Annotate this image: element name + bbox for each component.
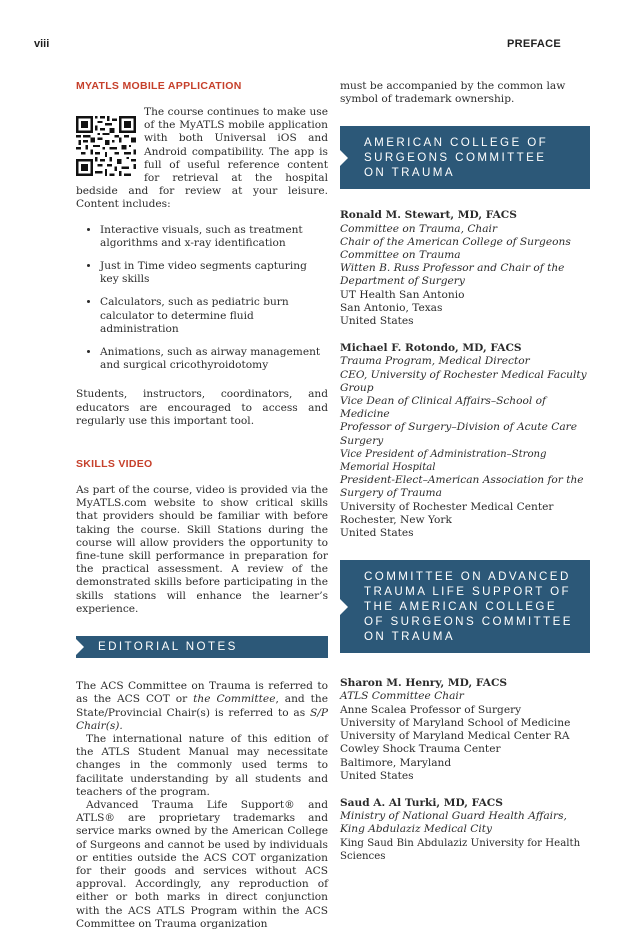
- editorial-para-2: The international nature of this edition of the ATLS Student Manual may necessitate changes in the commonly used terms to facilitate understanding by all students and teachers of the program.: [76, 732, 328, 798]
- skills-video-paragraph: As part of the course, video is provided via the MyATLS.com website to show critical skills that providers should be familiar with before taking the course. Skill Stations during the course will allow providers the opportunity to fine-tune skill performance in preparation for the practical assessment. A review of the demonstrated skills before participating in the skills stations will enhance the learner’s experience.: [76, 484, 328, 615]
- skills-video-title: SKILLS VIDEO: [76, 458, 153, 471]
- member-affiliation: University of Maryland Medical Center RA: [340, 730, 570, 743]
- member-stewart: [340, 209, 590, 328]
- member-name: Ronald M. Stewart, MD, FACS: [340, 209, 517, 222]
- feature-list: [76, 224, 328, 373]
- editorial-notes-heading: EDITORIAL NOTES: [98, 640, 238, 654]
- qr-code-icon[interactable]: [76, 116, 136, 176]
- member-affiliation: University of Rochester Medical Center: [340, 500, 554, 513]
- editorial-para-1: [76, 680, 328, 733]
- list-item: • Just in Time video segments capturing key skills: [100, 260, 328, 286]
- member-role: Vice President of Administration–Strong Memorial Hospital: [340, 448, 547, 474]
- editorial-term: S/P Chair(s).: [76, 706, 328, 732]
- editorial-notes-banner: [76, 636, 328, 658]
- banner-line: AMERICAN COLLEGE OF: [364, 136, 549, 150]
- list-item: • Calculators, such as pediatric burn calculator to determine fluid administration: [100, 296, 328, 336]
- member-role: CEO, University of Rochester Medical Faculty Group: [340, 368, 587, 394]
- editorial-text: , and the State/Provincial Chair(s) is referred to as: [76, 693, 328, 719]
- member-role: Ministry of National Guard Health Affairs, King Abdulaziz Medical City: [340, 810, 567, 836]
- right-column: [340, 80, 590, 863]
- banner-line: ON TRAUMA: [364, 630, 455, 644]
- member-role: Witten B. Russ Professor and Chair of the Department of Surgery: [340, 262, 565, 288]
- member-role: Trauma Program, Medical Director: [340, 355, 530, 368]
- left-column: [76, 80, 328, 931]
- member-rotondo: [340, 342, 590, 540]
- banner-arrow-icon: [340, 599, 348, 615]
- member-affiliation: Cowley Shock Trauma Center: [340, 743, 501, 756]
- member-name: Michael F. Rotondo, MD, FACS: [340, 342, 522, 355]
- member-affiliation: United States: [340, 769, 414, 782]
- banner-line: TRAUMA LIFE SUPPORT OF: [364, 585, 571, 599]
- member-affiliation: Baltimore, Maryland: [340, 756, 452, 769]
- member-affiliation: Rochester, New York: [340, 513, 452, 526]
- member-role: Committee on Trauma, Chair: [340, 222, 498, 235]
- member-affiliation: UT Health San Antonio: [340, 288, 465, 301]
- editorial-para-3: Advanced Trauma Life Support® and ATLS® are proprietary trademarks and service marks owned by the American College of Surgeons and cannot be used by individuals or entities outside the ACS COT organization for their goods and services without ACS approval. Accordingly, any reproduction of either or both marks in direct conjunction with the ACS ATLS Program within the ACS Committee on Trauma organization: [76, 798, 328, 930]
- students-paragraph: Students, instructors, coordinators, and educators are encouraged to access and regularly use this important tool.: [76, 388, 328, 427]
- member-affiliation: United States: [340, 527, 414, 540]
- member-role: President-Elect–American Association for the Surgery of Trauma: [340, 474, 584, 500]
- member-name: Saud A. Al Turki, MD, FACS: [340, 796, 503, 809]
- member-affiliation: Anne Scalea Professor of Surgery: [340, 703, 522, 716]
- banner-arrow-icon: [76, 639, 84, 655]
- member-role: Vice Dean of Clinical Affairs–School of Medicine: [340, 395, 546, 421]
- atls-committee-banner: [340, 560, 590, 653]
- continuation-text: must be accompanied by the common law symbol of trademark ownership.: [340, 80, 566, 106]
- banner-line: THE AMERICAN COLLEGE: [364, 600, 557, 614]
- member-role: Chair of the American College of Surgeons Committee on Trauma: [340, 235, 571, 262]
- acs-cot-banner: [340, 126, 590, 189]
- page-number: viii: [34, 38, 50, 50]
- member-henry: [340, 677, 590, 783]
- editorial-term: the Committee: [193, 693, 276, 706]
- banner-arrow-icon: [340, 150, 348, 166]
- myatls-intro-text: The course continues to make use of the MyATLS mobile application with both Universal iOS and Android compatibility. The app is full of useful reference content for retrieval at the hospital bedside and for review at your leisure. Content includes:: [76, 106, 328, 211]
- list-item: • Interactive visuals, such as treatment algorithms and x-ray identification: [100, 224, 328, 250]
- member-affiliation: University of Maryland School of Medicine: [340, 716, 571, 729]
- member-role: Professor of Surgery–Division of Acute Care Surgery: [340, 421, 578, 447]
- banner-line: OF SURGEONS COMMITTEE: [364, 615, 573, 629]
- member-affiliation: San Antonio, Texas: [340, 301, 443, 314]
- banner-line: ON TRAUMA: [364, 166, 455, 180]
- running-header: PREFACE: [506, 38, 561, 50]
- myatls-intro-block: [76, 92, 328, 212]
- list-item: • Animations, such as airway management and surgical cricothyroidotomy: [100, 346, 328, 372]
- banner-line: SURGEONS COMMITTEE: [364, 151, 547, 165]
- member-role: ATLS Committee Chair: [340, 690, 464, 703]
- banner-line: COMMITTEE ON ADVANCED: [364, 570, 571, 584]
- member-alturki: [340, 797, 590, 863]
- member-name: Sharon M. Henry, MD, FACS: [340, 677, 508, 690]
- editorial-text: The ACS Committee on Trauma is referred to as the ACS COT or: [76, 680, 328, 706]
- member-affiliation: King Saud Bin Abdulaziz University for Health Sciences: [340, 837, 581, 862]
- myatls-section-title: MYATLS MOBILE APPLICATION: [76, 80, 242, 92]
- member-affiliation: United States: [340, 315, 414, 328]
